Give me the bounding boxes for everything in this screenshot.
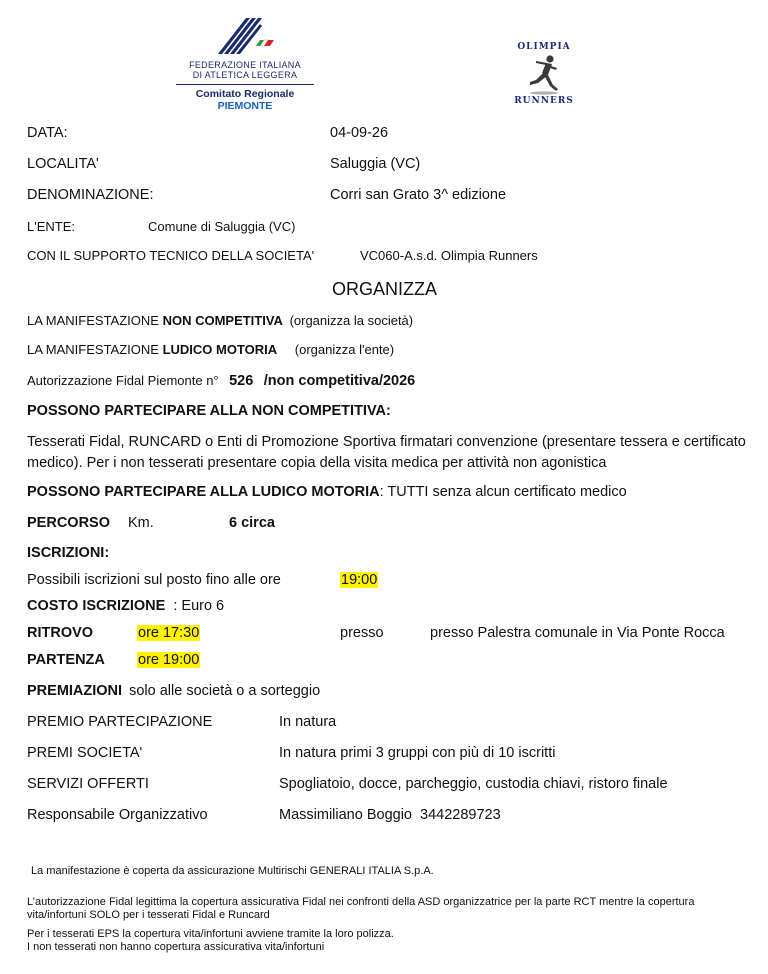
costo-line — [27, 598, 224, 614]
organizza-title: ORGANIZZA — [332, 279, 438, 299]
partenza-time: ore 19:00 — [138, 652, 200, 668]
iscrizioni-text: Possibili iscrizioni sul posto fino alle ore — [27, 572, 281, 588]
partenza-label: PARTENZA — [27, 652, 105, 668]
assicurazione-note: La manifestazione è coperta da assicurazione Multirischi GENERALI ITALIA S.p.A. — [31, 865, 434, 877]
autorizzazione-suffix: /non competitiva/2026 — [263, 373, 416, 389]
responsabile-label: Responsabile Organizzativo — [27, 807, 208, 823]
premiazioni-line — [27, 683, 320, 699]
premi-societa-label: PREMI SOCIETA' — [27, 745, 143, 761]
servizi-offerti-label: SERVIZI OFFERTI — [27, 776, 149, 792]
ritrovo-label: RITROVO — [27, 625, 94, 641]
autorizzazione-number: 526 — [229, 373, 254, 389]
denominazione-label: DENOMINAZIONE: — [27, 187, 154, 203]
organizza-line1-bold: NON COMPETITIVA — [162, 313, 283, 328]
fidal-comitato — [174, 88, 316, 112]
fidal-copertura-note: L’autorizzazione Fidal legittima la copertura assicurativa Fidal nei confronti della ASD organizzatrice per la parte RCT mentre la copertura vita/infortuni SOLO per i tesserati Fidal e Runcard — [27, 896, 695, 921]
data-value: 04-09-26 — [330, 125, 389, 141]
ritrovo-time: ore 17:30 — [138, 625, 200, 641]
organizza-line2-note: (organizza l'ente) — [294, 342, 395, 357]
ritrovo-place: presso Palestra comunale in Via Ponte Rocca — [430, 625, 725, 641]
olimpia-logo-bottom-text: RUNNERS — [514, 96, 574, 106]
fidal-region: PIEMONTE — [217, 100, 273, 112]
premio-partecipazione-value: In natura — [279, 714, 337, 730]
percorso-unit: Km. — [128, 515, 154, 531]
percorso-value: 6 circa — [229, 515, 275, 531]
organizza-line1-note: (organizza la società) — [289, 313, 414, 328]
ludico-motoria-heading: POSSONO PARTECIPARE ALLA LUDICO MOTORIA — [27, 484, 380, 500]
organizza-line1-prefix: LA MANIFESTAZIONE — [27, 313, 163, 328]
localita-value: Saluggia (VC) — [330, 156, 421, 172]
organizza-line2-bold: LUDICO MOTORIA — [162, 342, 278, 357]
data-label: DATA: — [27, 125, 68, 141]
organizza-line-ludico-motoria — [27, 342, 394, 357]
premi-societa-value: In natura primi 3 gruppi con più di 10 iscritti — [279, 745, 556, 761]
olimpia-logo-top-text: OLIMPIA — [517, 42, 571, 52]
ritrovo-presso: presso — [340, 625, 384, 641]
supporto-label: CON IL SUPPORTO TECNICO DELLA SOCIETA' — [27, 248, 315, 263]
fidal-logo — [170, 14, 320, 112]
non-competitiva-text: Tesserati Fidal, RUNCARD o Enti di Promozione Sportiva firmatari convenzione (presentare tessera e certificato medico). Per i non tesserati presentare copia della visita medica per attività non agonistica — [27, 434, 746, 471]
costo-label: COSTO ISCRIZIONE — [27, 598, 166, 614]
supporto-value: VC060-A.s.d. Olimpia Runners — [360, 248, 538, 263]
ludico-motoria-line — [27, 484, 627, 500]
costo-value: : Euro 6 — [173, 598, 225, 614]
percorso-label: PERCORSO — [27, 515, 110, 531]
autorizzazione-prefix: Autorizzazione Fidal Piemonte n° — [27, 373, 219, 388]
premiazioni-label: PREMIAZIONI — [27, 683, 123, 699]
premiazioni-value: solo alle società o a sorteggio — [129, 683, 321, 699]
localita-label: LOCALITA' — [27, 156, 99, 172]
iscrizioni-time: 19:00 — [341, 572, 378, 588]
denominazione-value: Corri san Grato 3^ edizione — [330, 187, 507, 203]
ludico-motoria-text: : TUTTI senza alcun certificato medico — [379, 484, 627, 500]
autorizzazione-line — [27, 372, 415, 390]
ente-value: Comune di Saluggia (VC) — [148, 219, 296, 234]
servizi-offerti-value: Spogliatoio, docce, parcheggio, custodia chiavi, ristoro finale — [279, 776, 668, 792]
non-tesserati-note: I non tesserati non hanno copertura assicurativa vita/infortuni — [27, 941, 325, 953]
non-competitiva-heading: POSSONO PARTECIPARE ALLA NON COMPETITIVA: — [27, 403, 391, 419]
premio-partecipazione-label: PREMIO PARTECIPAZIONE — [27, 714, 213, 730]
iscrizioni-label: ISCRIZIONI: — [27, 545, 110, 561]
fidal-emblem-icon — [170, 14, 320, 60]
organizza-line-non-competitiva — [27, 313, 413, 328]
olimpia-logo — [496, 40, 592, 110]
ente-label: L'ENTE: — [27, 219, 75, 234]
organizza-line2-prefix: LA MANIFESTAZIONE — [27, 342, 163, 357]
responsabile-value: Massimiliano Boggio 3442289723 — [279, 807, 501, 823]
fidal-name-line2: DI ATLETICA LEGGERA — [192, 70, 298, 80]
fidal-comitato-label: Comitato Regionale — [195, 88, 295, 100]
eps-copertura-note: Per i tesserati EPS la copertura vita/infortuni avviene tramite la loro polizza. — [27, 928, 394, 940]
runner-icon — [524, 53, 564, 95]
fidal-name-line1: FEDERAZIONE ITALIANA — [189, 60, 301, 70]
fidal-divider — [176, 84, 314, 85]
